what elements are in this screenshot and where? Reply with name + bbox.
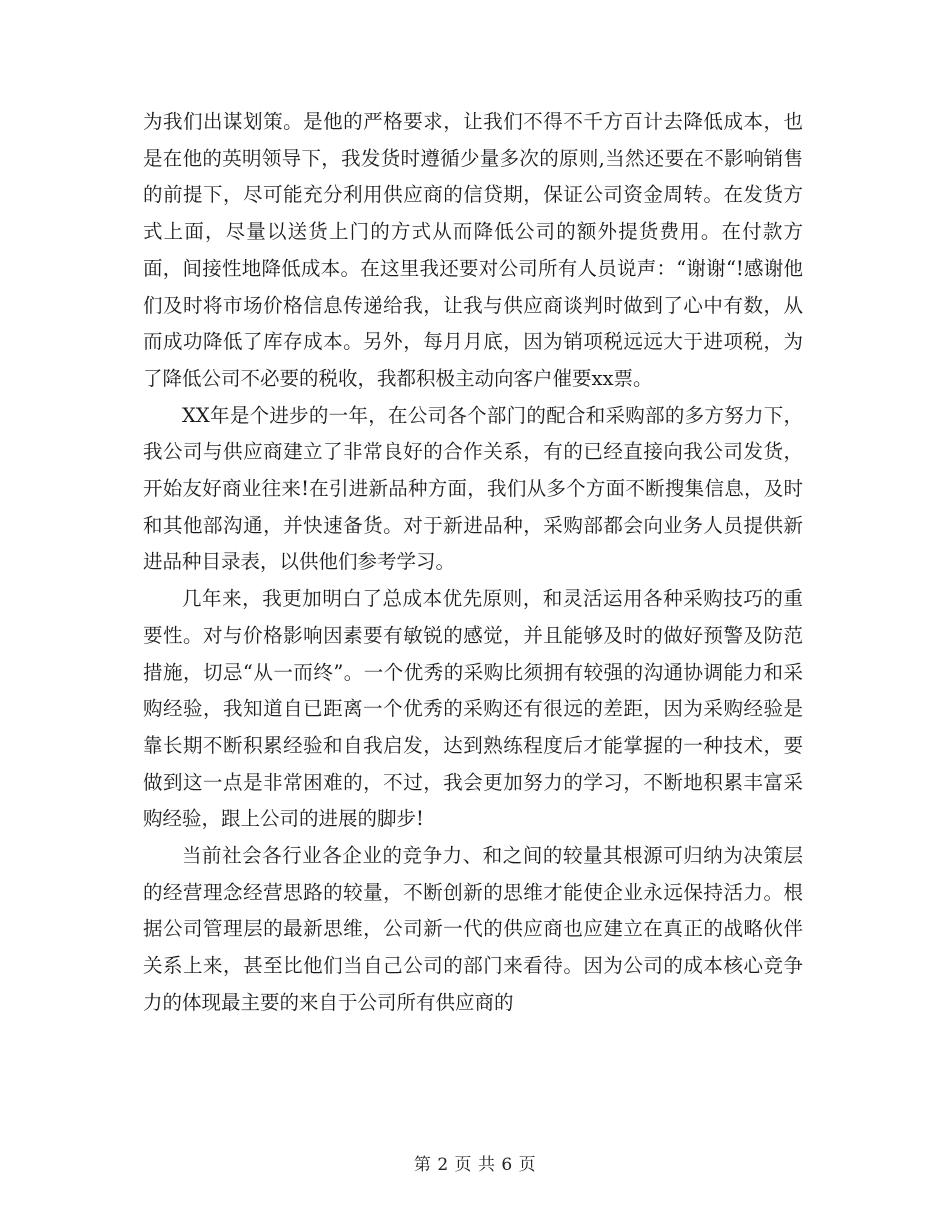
paragraph-competitiveness: 当前社会各行业各企业的竞争力、和之间的较量其根源可归纳为决策层的经营理念经营思路的较量，不断创新的思维才能使企业永远保持活力。根据公司管理层的最新思维，公司新一代的供应商也应建立在真正的战略伙伴关系上来，甚至比他们当自己公司的部门来看待。因为公司的成本核心竞争力的体现最主要的来自于公司所有供应商的	[143, 844, 803, 1014]
paragraph-progress-year: XX年是个进步的一年，在公司各个部门的配合和采购部的多方努力下，我公司与供应商建立了非常良好的合作关系，有的已经直接向我公司发货，开始友好商业往来!在引进新品种方面，我们从多个方面不断搜集信息，及时和其他部沟通，并快速备货。对于新进品种，采购部都会向业务人员提供新进品种目录表，以供他们参考学习。	[143, 403, 803, 574]
document-body	[143, 104, 803, 1022]
paragraph-continued: 为我们出谋划策。是他的严格要求，让我们不得不千方百计去降低成本，也是在他的英明领导下，我发货时遵循少量多次的原则,当然还要在不影响销售的前提下，尽可能充分利用供应商的信贷期，保证公司资金周转。在发货方式上面，尽量以送货上门的方式从而降低公司的额外提货费用。在付款方面，间接性地降低成本。在这里我还要对公司所有人员说声：“谢谢“!感谢他们及时将市场价格信息传递给我，让我与供应商谈判时做到了心中有数，从而成功降低了库存成本。另外，每月月底，因为销项税远远大于进项税，为了降低公司不必要的税收，我都积极主动向客户催要xx票。	[143, 110, 803, 390]
paragraph-purchasing-skills: 几年来，我更加明白了总成本优先原则，和灵活运用各种采购技巧的重要性。对与价格影响因素要有敏锐的感觉，并且能够及时的做好预警及防范措施，切忌“从一而终”。一个优秀的采购比须拥有较强的沟通协调能力和采购经验，我知道自已距离一个优秀的采购还有很远的差距，因为采购经验是靠长期不断积累经验和自我启发，达到熟练程度后才能掌握的一种技术，要做到这一点是非常困难的，不过，我会更加努力的学习，不断地积累丰富采购经验，跟上公司的进展的脚步!	[143, 587, 803, 831]
page-number-footer: 第 2 页 共 6 页	[413, 1155, 537, 1175]
